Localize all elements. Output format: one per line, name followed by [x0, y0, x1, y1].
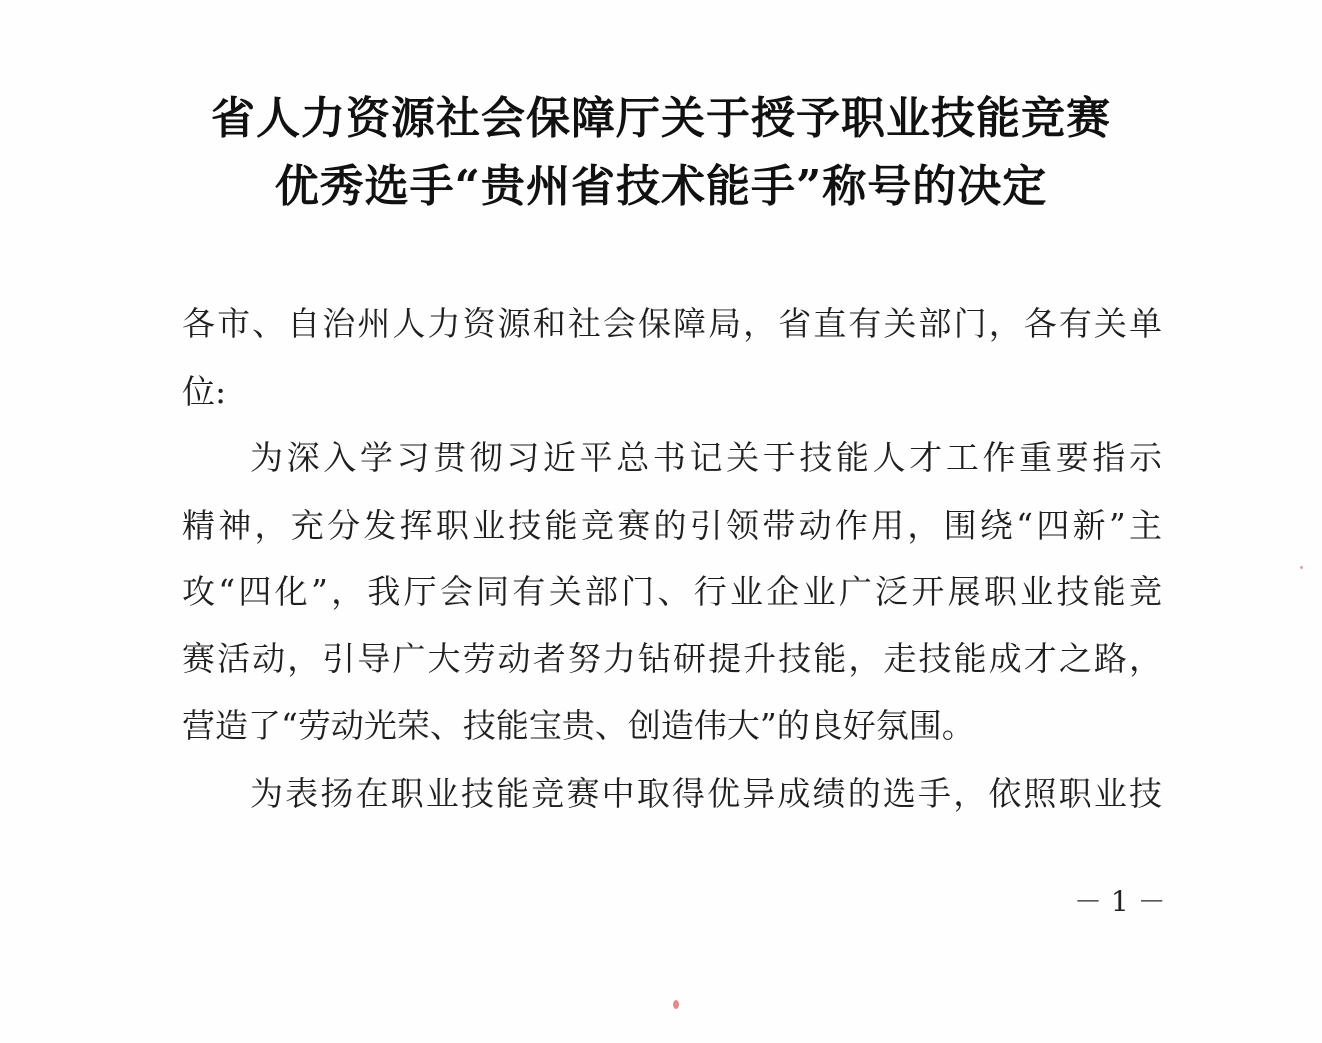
- paragraph-1-line-1: 为深入学习贯彻习近平总书记关于技能人才工作重要指示: [250, 438, 1162, 477]
- paragraph-1-line-4: 赛活动，引导广大劳动者努力钻研提升技能，走技能成才之路，: [182, 639, 1162, 678]
- paragraph-2-line-1: 为表扬在职业技能竞赛中取得优异成绩的选手，依照职业技: [250, 774, 1162, 813]
- page-number: － 1 －: [1074, 885, 1166, 918]
- document-title-line-1: 省人力资源社会保障厅关于授予职业技能竞赛: [211, 93, 1111, 144]
- paragraph-1-line-2: 精神，充分发挥职业技能竞赛的引领带动作用，围绕“四新”主: [182, 506, 1162, 545]
- paragraph-1-line-5: 营造了“劳动光荣、技能宝贵、创造伟大”的良好氛围。: [182, 706, 975, 745]
- salutation-line-2: 位:: [182, 372, 227, 411]
- salutation-line-1: 各市、自治州人力资源和社会保障局，省直有关部门，各有关单: [182, 304, 1162, 343]
- scan-speck: [673, 1000, 679, 1009]
- document-title-line-2: 优秀选手“贵州省技术能手”称号的决定: [274, 161, 1048, 212]
- scan-speck: [1300, 566, 1303, 569]
- paragraph-1-line-3: 攻“四化”，我厅会同有关部门、行业企业广泛开展职业技能竞: [182, 572, 1162, 611]
